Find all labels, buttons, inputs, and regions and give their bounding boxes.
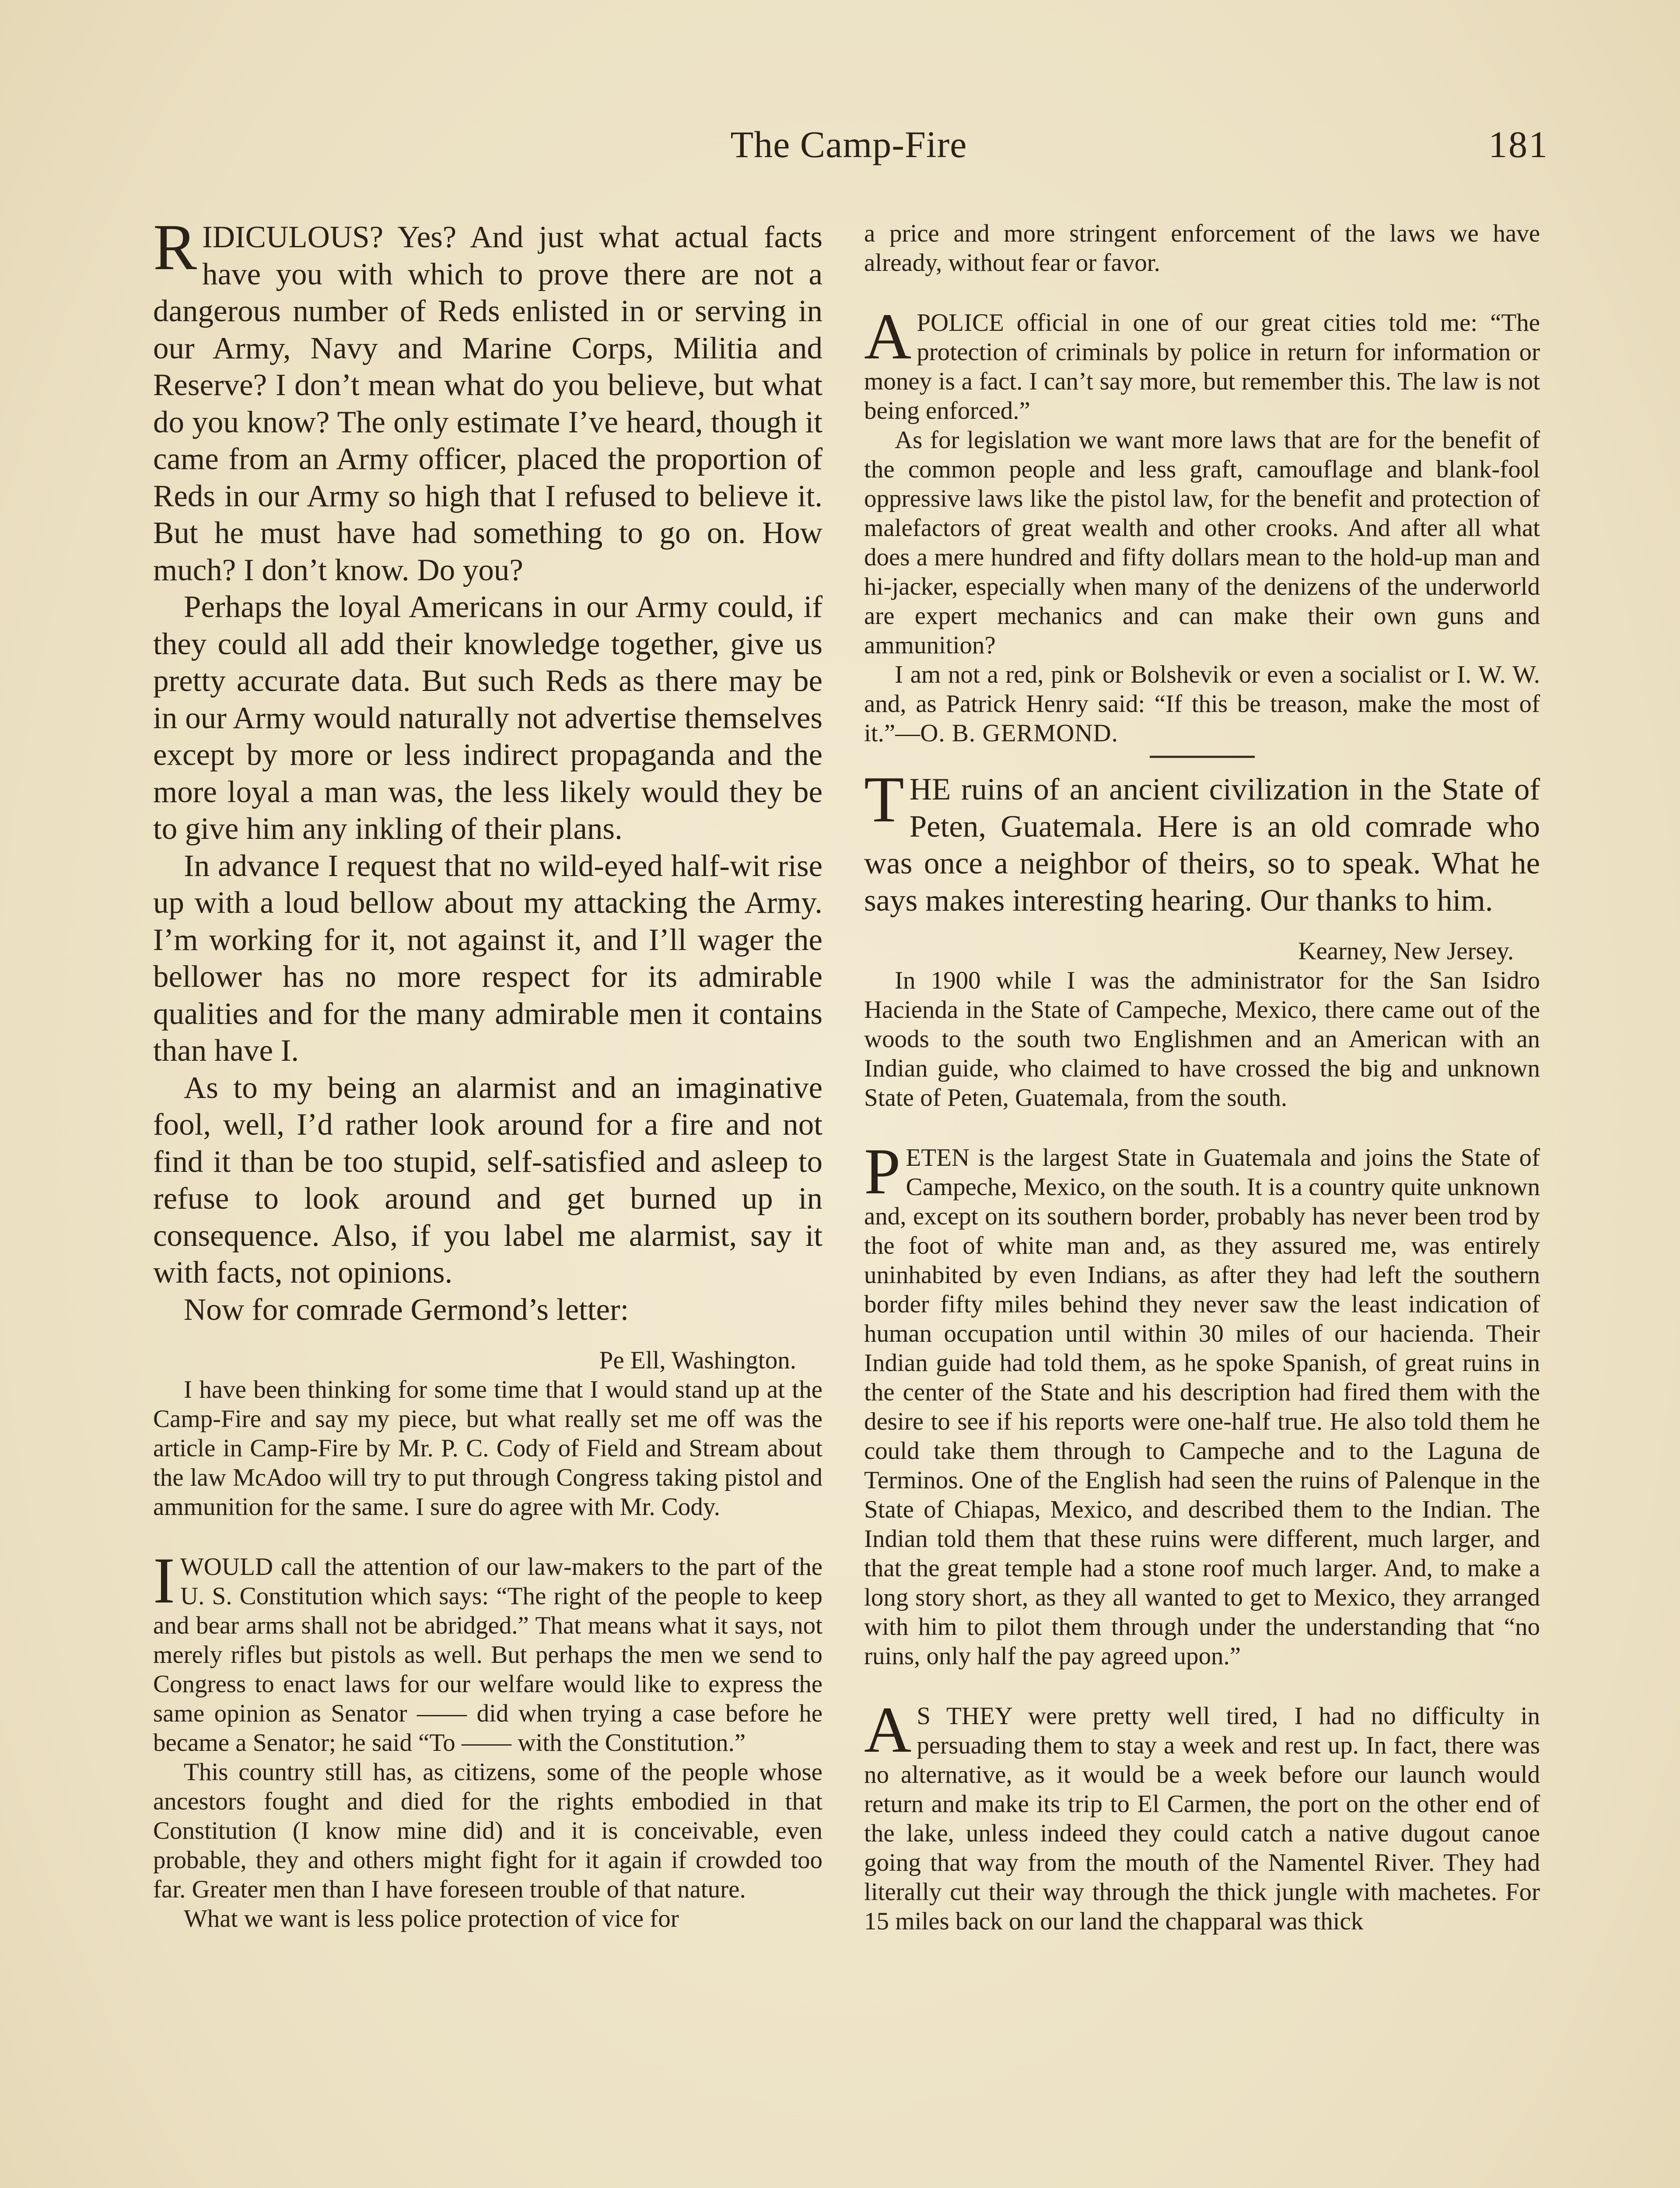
paragraph: RIDICULOUS? Yes? And just what actual facts have you with which to prove there are not a dangerous number of Reds enlisted in or serving in our Army, Navy and Marine Corps, Militia and Reserve? I don’t mean what do you believe, but what do you know? The only estimate I’ve heard, though it came from an Army officer, placed the proportion of Reds in our Army so high that I refused to believe it. But he must have had something to go on. How much? I don’t know. Do you?: [153, 219, 822, 587]
letter-paragraph: What we want is less police protection of vice for: [184, 1905, 679, 1932]
letter-paragraph: a price and more stringent enforcement of the laws we have already, without fear or favor.: [864, 220, 1540, 277]
paragraph: In advance I request that no wild-eyed half-wit rise up with a loud bellow about my attacking the Army. I’m working for it, not against it, and I’ll wager the bellower has no more respect for its admirable qualities and for the many admirable men it contains than have I.: [153, 849, 822, 1068]
letter-paragraph: I have been thinking for some time that I would stand up at the Camp-Fire and say my piece, but what really set me off was the article in Camp-Fire by Mr. P. C. Cody of Field and Stream about the law McAdoo will try to put through Congress taking pistol and ammunition for the same. I sure do agree with Mr. Cody.: [153, 1376, 822, 1521]
paragraph: Perhaps the loyal Americans in our Army could, if they could all add their knowledge together, give us pretty accurate data. But such Reds as there may be in our Army would naturally not advertise themselves except by more or less indirect propaganda and the more loyal a man was, the less likely would they be to give him any inkling of their plans.: [153, 590, 822, 846]
editor-intro: THE ruins of an ancient civilization in the State of Peten, Guatemala. Here is an old comrade who was once a neighbor of theirs, so to speak. What he says makes interesting hearing. Our thanks to him.: [864, 763, 1540, 918]
paragraph: As to my being an alarmist and an imaginative fool, well, I’d rather look around for a fire and not find it than be too stupid, self-satisfied and asleep to refuse to look around and get burned up in consequence. Also, if you label me alarmist, say it with facts, not opinions.: [153, 1070, 822, 1290]
letter-paragraph: APOLICE official in one of our great cities told me: “The protection of criminals by police in return for information or money is a fact. I can’t say more, but remember this. The law is not being enforced.”: [864, 300, 1540, 424]
paragraph: Now for comrade Germond’s letter:: [184, 1292, 629, 1327]
page-header: [149, 123, 1549, 188]
letter-dateline: Pe Ell, Washington.: [599, 1346, 796, 1374]
page-number: 181: [1488, 123, 1549, 165]
letter-signature: O. B. GERMOND.: [920, 719, 1118, 747]
section-divider: [1150, 756, 1255, 758]
letter-text: I am not a red, pink or Bolshevik or even a socialist or I. W. W. and, as Patrick Henry said: “If this be treason, make the most of it.”—: [864, 661, 1540, 747]
letter-paragraph: As for legislation we want more laws that are for the benefit of the common people and less graft, camouflage and blank-fool oppressive laws like the pistol law, for the benefit and protection of malefactors of great wealth and other crooks. And after all what does a mere hundred and fifty dollars mean to the hold-up man and hi-jacker, especially when many of the denizens of the underworld are expert mechanics and can make their own guns and ammunition?: [864, 426, 1540, 659]
letter-paragraph: In 1900 while I was the administrator for the San Isidro Hacienda in the State of Campeche, Mexico, there came out of the woods to the south two Englishmen and an American with an Indian guide, who claimed to have crossed the big and unknown State of Peten, Guatemala, from the south.: [864, 967, 1540, 1112]
right-column: [864, 219, 1540, 2188]
letter-paragraph: PETEN is the largest State in Guatemala and joins the State of Campeche, Mexico, on the south. It is a country quite unknown and, except on its southern border, probably has never been trod by the foot of white man and, as they assured me, was entirely uninhabited by even Indians, as after they had left the southern border fifty miles behind they never saw the least indication of human occupation until within 30 miles of our hacienda. Their Indian guide had told them, as he spoke Spanish, of great ruins in the center of the State and his description had fired them with the desire to see if his reports were one-half true. He also told them he could take them through to Campeche and to the Laguna de Terminos. One of the English had seen the ruins of Palenque in the State of Chiapas, Mexico, and described them to the Indian. The Indian told them that these ruins were different, much larger, and that the great temple had a stone roof much larger. And, to make a long story short, as they all wanted to get to Mexico, they arranged with him to pilot them through under the understanding that “no ruins, only half the pay agreed upon.”: [864, 1135, 1540, 1670]
letter-paragraph: This country still has, as citizens, some of the people whose ancestors fought and died for the rights embodied in that Constitution (I know mine did) and it is conceivable, even probable, they and others might fight for it again if crowded too far. Greater men than I have foreseen trouble of that nature.: [153, 1758, 822, 1903]
letter-paragraph: AS THEY were pretty well tired, I had no difficulty in persuading them to stay a week and rest up. In fact, there was no alternative, as it would be a week before our launch would return and make its trip to El Carmen, the port on the other end of the lake, unless indeed they could catch a native dugout canoe going that way from the mouth of the Namentel River. They had literally cut their way through the thick jungle with machetes. For 15 miles back on our land the chapparal was thick: [864, 1694, 1540, 1935]
letter-paragraph: [864, 660, 1540, 748]
letter-paragraph: IWOULD call the attention of our law-makers to the part of the U. S. Constitution which says: “The right of the people to keep and bear arms shall not be abridged.” That means what it says, not merely rifles but pistols as well. But perhaps the men we send to Congress to enact laws for our welfare would like to express the same opinion as Senator —— did when trying a case before he became a Senator; he said “To —— with the Constitution.”: [153, 1544, 822, 1757]
running-title: The Camp-Fire: [730, 123, 967, 165]
left-column: [153, 219, 822, 2188]
letter-dateline: Kearney, New Jersey.: [1298, 937, 1514, 965]
